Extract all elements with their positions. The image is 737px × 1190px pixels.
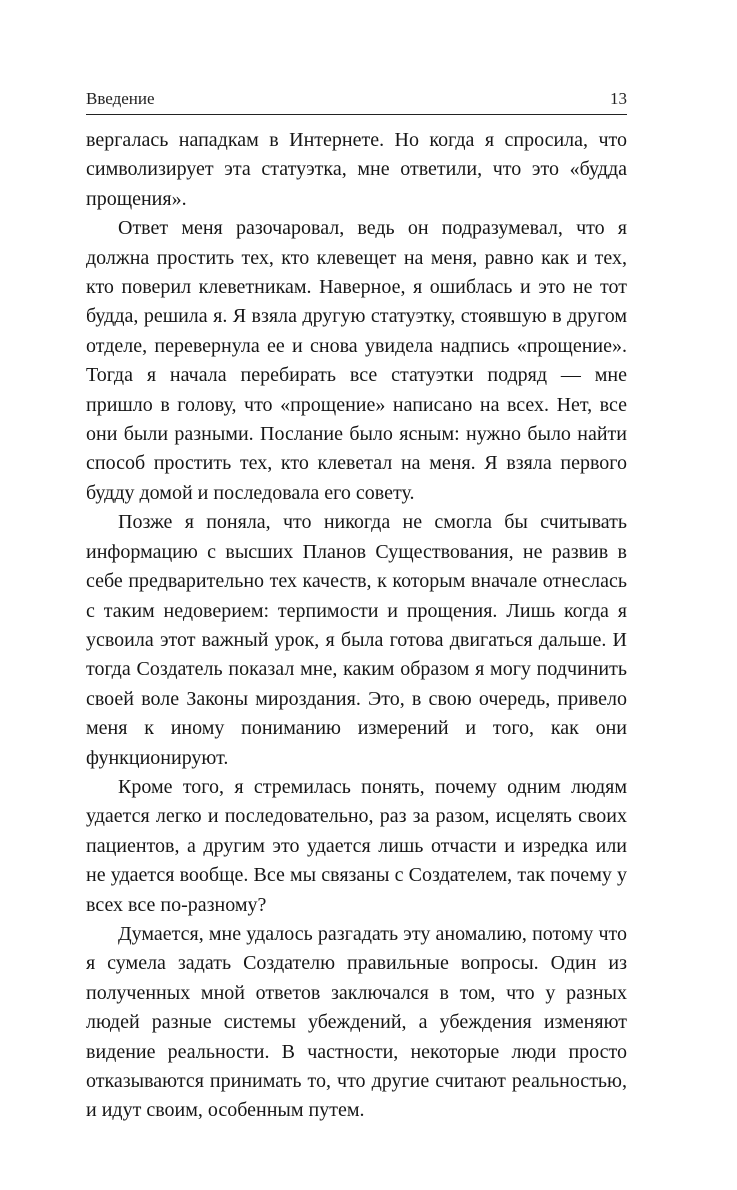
chapter-title: Введение <box>86 89 155 108</box>
page-number: 13 <box>610 89 627 108</box>
header-rule <box>86 114 627 115</box>
running-header <box>86 86 627 112</box>
paragraph: Ответ меня разочаровал, ведь он подразумевал, что я должна простить тех, кто клевещет на меня, равно как и тех, кто поверил клеветникам. Наверное, я ошиблась и это не тот будда, решила я. Я взяла другую статуэтку, стоявшую в другом отделе, перевернула ее и снова увидела надпись «прощение». Тогда я начала перебирать все статуэтки подряд — мне пришло в голову, что «прощение» написано на всех. Нет, все они были разными. Послание было ясным: нужно было найти способ простить тех, кто клеветал на меня. Я взяла первого будду домой и последовала его совету. <box>86 217 627 504</box>
paragraph: Думается, мне удалось разгадать эту аномалию, потому что я сумела задать Создателю правильные вопросы. Один из полученных мной ответов заключался в том, что у разных людей разные системы убеждений, а убеждения изменяют видение реальности. В частности, некоторые люди просто отказываются принимать то, что другие считают реальностью, и идут своим, особенным путем. <box>86 922 627 1122</box>
paragraph: Позже я поняла, что никогда не смогла бы считывать информацию с высших Планов Существования, не развив в себе предварительно тех качеств, к которым вначале отнеслась с таким недоверием: терпимости и прощения. Лишь когда я усвоила этот важный урок, я была готова двигаться дальше. И тогда Создатель показал мне, каким образом я могу подчинить своей воле Законы мироздания. Это, в свою очередь, привело меня к иному пониманию измерений и того, как они функционируют. <box>86 511 627 769</box>
paragraph: вергалась нападкам в Интернете. Но когда я спросила, что символизирует эта статуэтка, мне ответили, что это «будда прощения». <box>86 129 627 210</box>
paragraph: Кроме того, я стремилась понять, почему одним людям удается легко и последовательно, раз за разом, исцелять своих пациентов, а другим это удается лишь отчасти и изредка или не удается вообще. Все мы связаны с Создателем, так почему у всех все по-разному? <box>86 775 627 916</box>
body-text <box>86 126 627 1126</box>
